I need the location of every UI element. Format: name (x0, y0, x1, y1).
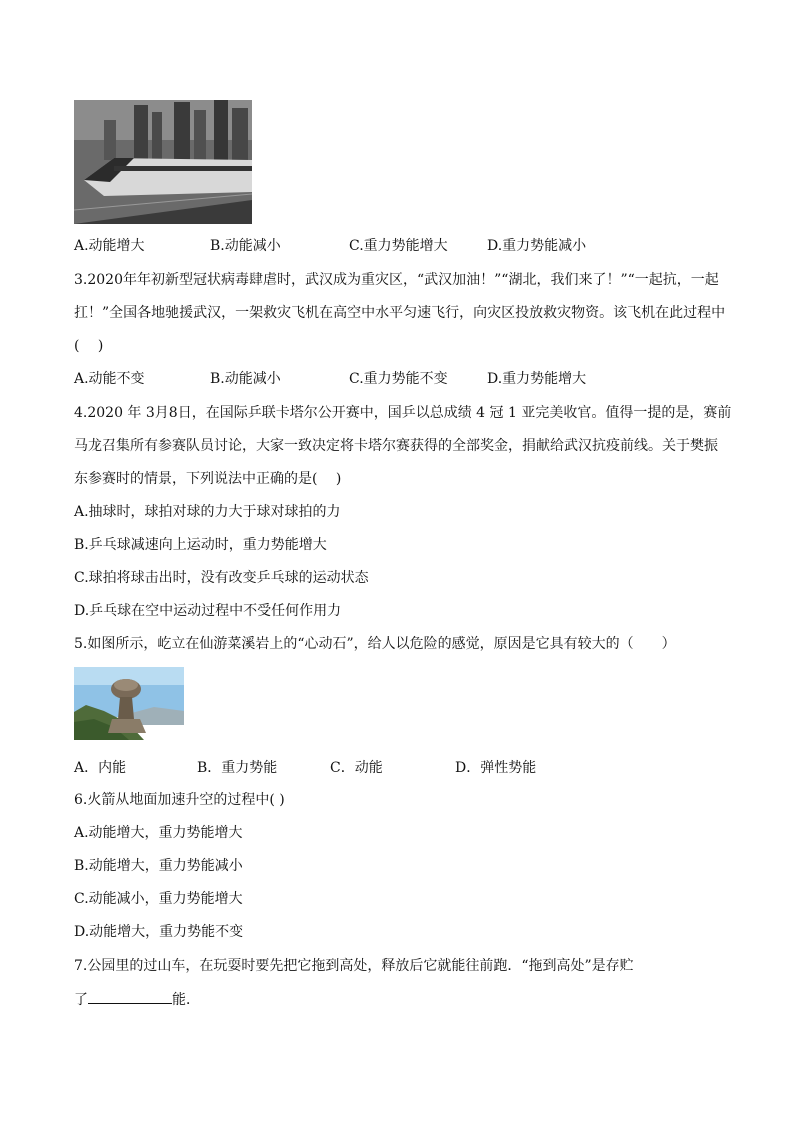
q4-stem-line-1: 4.2020 年 3月8日，在国际乒联卡塔尔公开赛中，国乒以总成绩 4 冠 1 亚完美收官。值得一提的是，赛前 (74, 405, 732, 421)
train-illustration (74, 100, 252, 224)
q5-option-a: A．内能 (74, 760, 127, 776)
train-photo (74, 100, 252, 224)
balancing-rock-photo (74, 667, 184, 740)
q3-stem-line-3: ( ) (74, 338, 104, 354)
rock-illustration (74, 667, 184, 740)
q3-option-c: C.重力势能不变 (349, 371, 448, 387)
q3-option-d: D.重力势能增大 (487, 371, 587, 387)
q7-prefix: 了 (74, 992, 88, 1008)
q5-option-c: C．动能 (330, 760, 383, 776)
q2-option-d: D.重力势能减小 (487, 238, 587, 254)
q5-option-b: B．重力势能 (197, 760, 278, 776)
q4-option-c: C.球拍将球击出时，没有改变乒乓球的运动状态 (74, 570, 369, 586)
q3-stem-line-2: 扛！”全国各地驰援武汉，一架救灾飞机在高空中水平匀速飞行，向灾区投放救灾物资。该飞机在此过程中 (74, 305, 726, 321)
q5-option-d: D．弹性势能 (455, 760, 537, 776)
q3-option-a: A.动能不变 (74, 371, 145, 387)
q6-option-c: C.动能减小，重力势能增大 (74, 891, 243, 907)
q3-stem-line-1: 3.2020年年初新型冠状病毒肆虐时，武汉成为重灾区，“武汉加油！”“湖北，我们来了！”“一起抗，一起 (74, 272, 719, 288)
q6-stem: 6.火箭从地面加速升空的过程中( ) (74, 792, 285, 808)
q7-answer-blank[interactable] (88, 989, 172, 1004)
q4-stem-line-2: 马龙召集所有参赛队员讨论，大家一致决定将卡塔尔赛获得的全部奖金，捐献给武汉抗疫前线。关于樊振 (74, 438, 718, 454)
q6-option-b: B.动能增大，重力势能减小 (74, 858, 243, 874)
q2-option-b: B.动能减小 (210, 238, 281, 254)
q7-stem-line-2 (74, 989, 200, 1010)
q2-option-a: A.动能增大 (74, 238, 145, 254)
q3-option-b: B.动能减小 (210, 371, 281, 387)
q7-stem-line-1: 7.公园里的过山车，在玩耍时要先把它拖到高处，释放后它就能往前跑．“拖到高处”是存贮 (74, 958, 634, 974)
q4-stem-line-3: 东参赛时的情景，下列说法中正确的是( ) (74, 471, 342, 487)
q6-option-a: A.动能增大，重力势能增大 (74, 825, 243, 841)
q7-suffix: 能． (172, 992, 200, 1008)
q4-option-d: D.乒乓球在空中运动过程中不受任何作用力 (74, 603, 342, 619)
q6-option-d: D.动能增大，重力势能不变 (74, 924, 244, 940)
q4-option-a: A.抽球时，球拍对球的力大于球对球拍的力 (74, 504, 341, 520)
q4-option-b: B.乒乓球减速向上运动时，重力势能增大 (74, 537, 327, 553)
q5-stem: 5.如图所示，屹立在仙游菜溪岩上的“心动石”，给人以危险的感觉，原因是它具有较大的（ ） (74, 636, 676, 652)
q2-option-c: C.重力势能增大 (349, 238, 448, 254)
